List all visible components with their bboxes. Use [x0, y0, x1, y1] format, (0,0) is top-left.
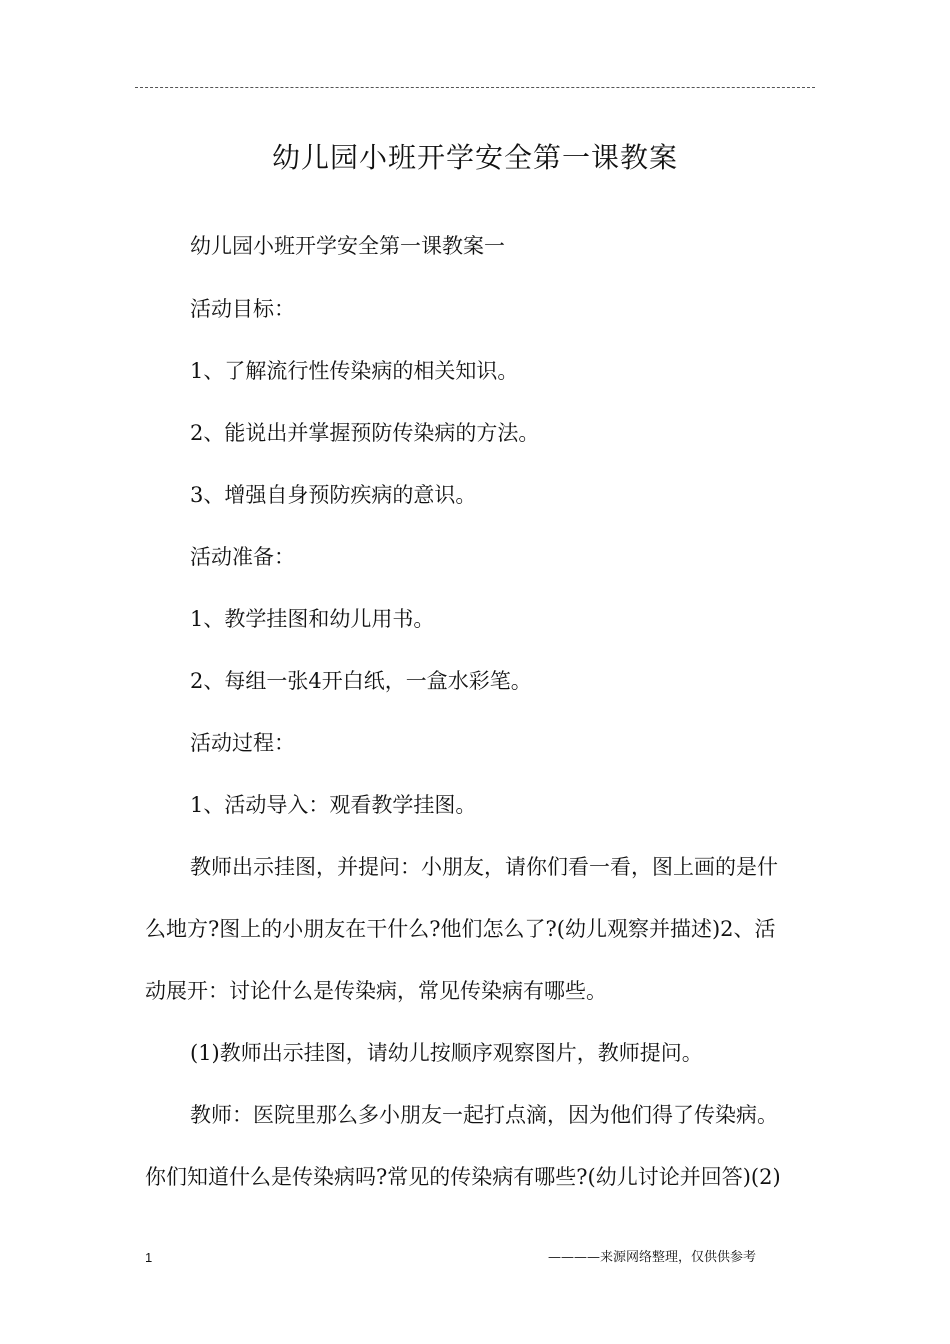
paragraph-teacher-2-line-2: 你们知道什么是传染病吗?常见的传染病有哪些?(幼儿讨论并回答)(2) [145, 1165, 781, 1189]
document-title: 幼儿园小班开学安全第一课教案 [271, 141, 678, 174]
paragraph-objective-3: 3、增强自身预防疾病的意识。 [190, 483, 477, 507]
paragraph-process-heading: 活动过程： [190, 731, 295, 755]
paragraph-objective-1: 1、了解流行性传染病的相关知识。 [190, 359, 519, 383]
paragraph-teacher-1-line-1: 教师出示挂图，并提问：小朋友，请你们看一看，图上画的是什 [190, 855, 778, 879]
header-divider [135, 87, 815, 88]
paragraph-objective-2: 2、能说出并掌握预防传染病的方法。 [190, 421, 540, 445]
paragraph-step-1: (1)教师出示挂图，请幼儿按顺序观察图片，教师提问。 [190, 1041, 703, 1065]
paragraph-objectives-heading: 活动目标： [190, 297, 295, 321]
paragraph-process-1: 1、活动导入：观看教学挂图。 [190, 793, 477, 817]
paragraph-preparation-1: 1、教学挂图和幼儿用书。 [190, 607, 435, 631]
footer-source-note: ————来源网络整理，仅供供参考 [548, 1250, 757, 1265]
paragraph-teacher-1-line-2: 么地方?图上的小朋友在干什么?他们怎么了?(幼儿观察并描述)2、活 [145, 917, 776, 941]
paragraph-preparation-heading: 活动准备： [190, 545, 295, 569]
page-number: 1 [145, 1250, 153, 1265]
paragraph-preparation-2: 2、每组一张4开白纸，一盒水彩笔。 [190, 669, 532, 693]
paragraph-teacher-1-line-3: 动展开：讨论什么是传染病，常见传染病有哪些。 [145, 979, 607, 1003]
paragraph-subtitle: 幼儿园小班开学安全第一课教案一 [190, 234, 505, 258]
paragraph-teacher-2-line-1: 教师：医院里那么多小朋友一起打点滴，因为他们得了传染病。 [190, 1103, 778, 1127]
